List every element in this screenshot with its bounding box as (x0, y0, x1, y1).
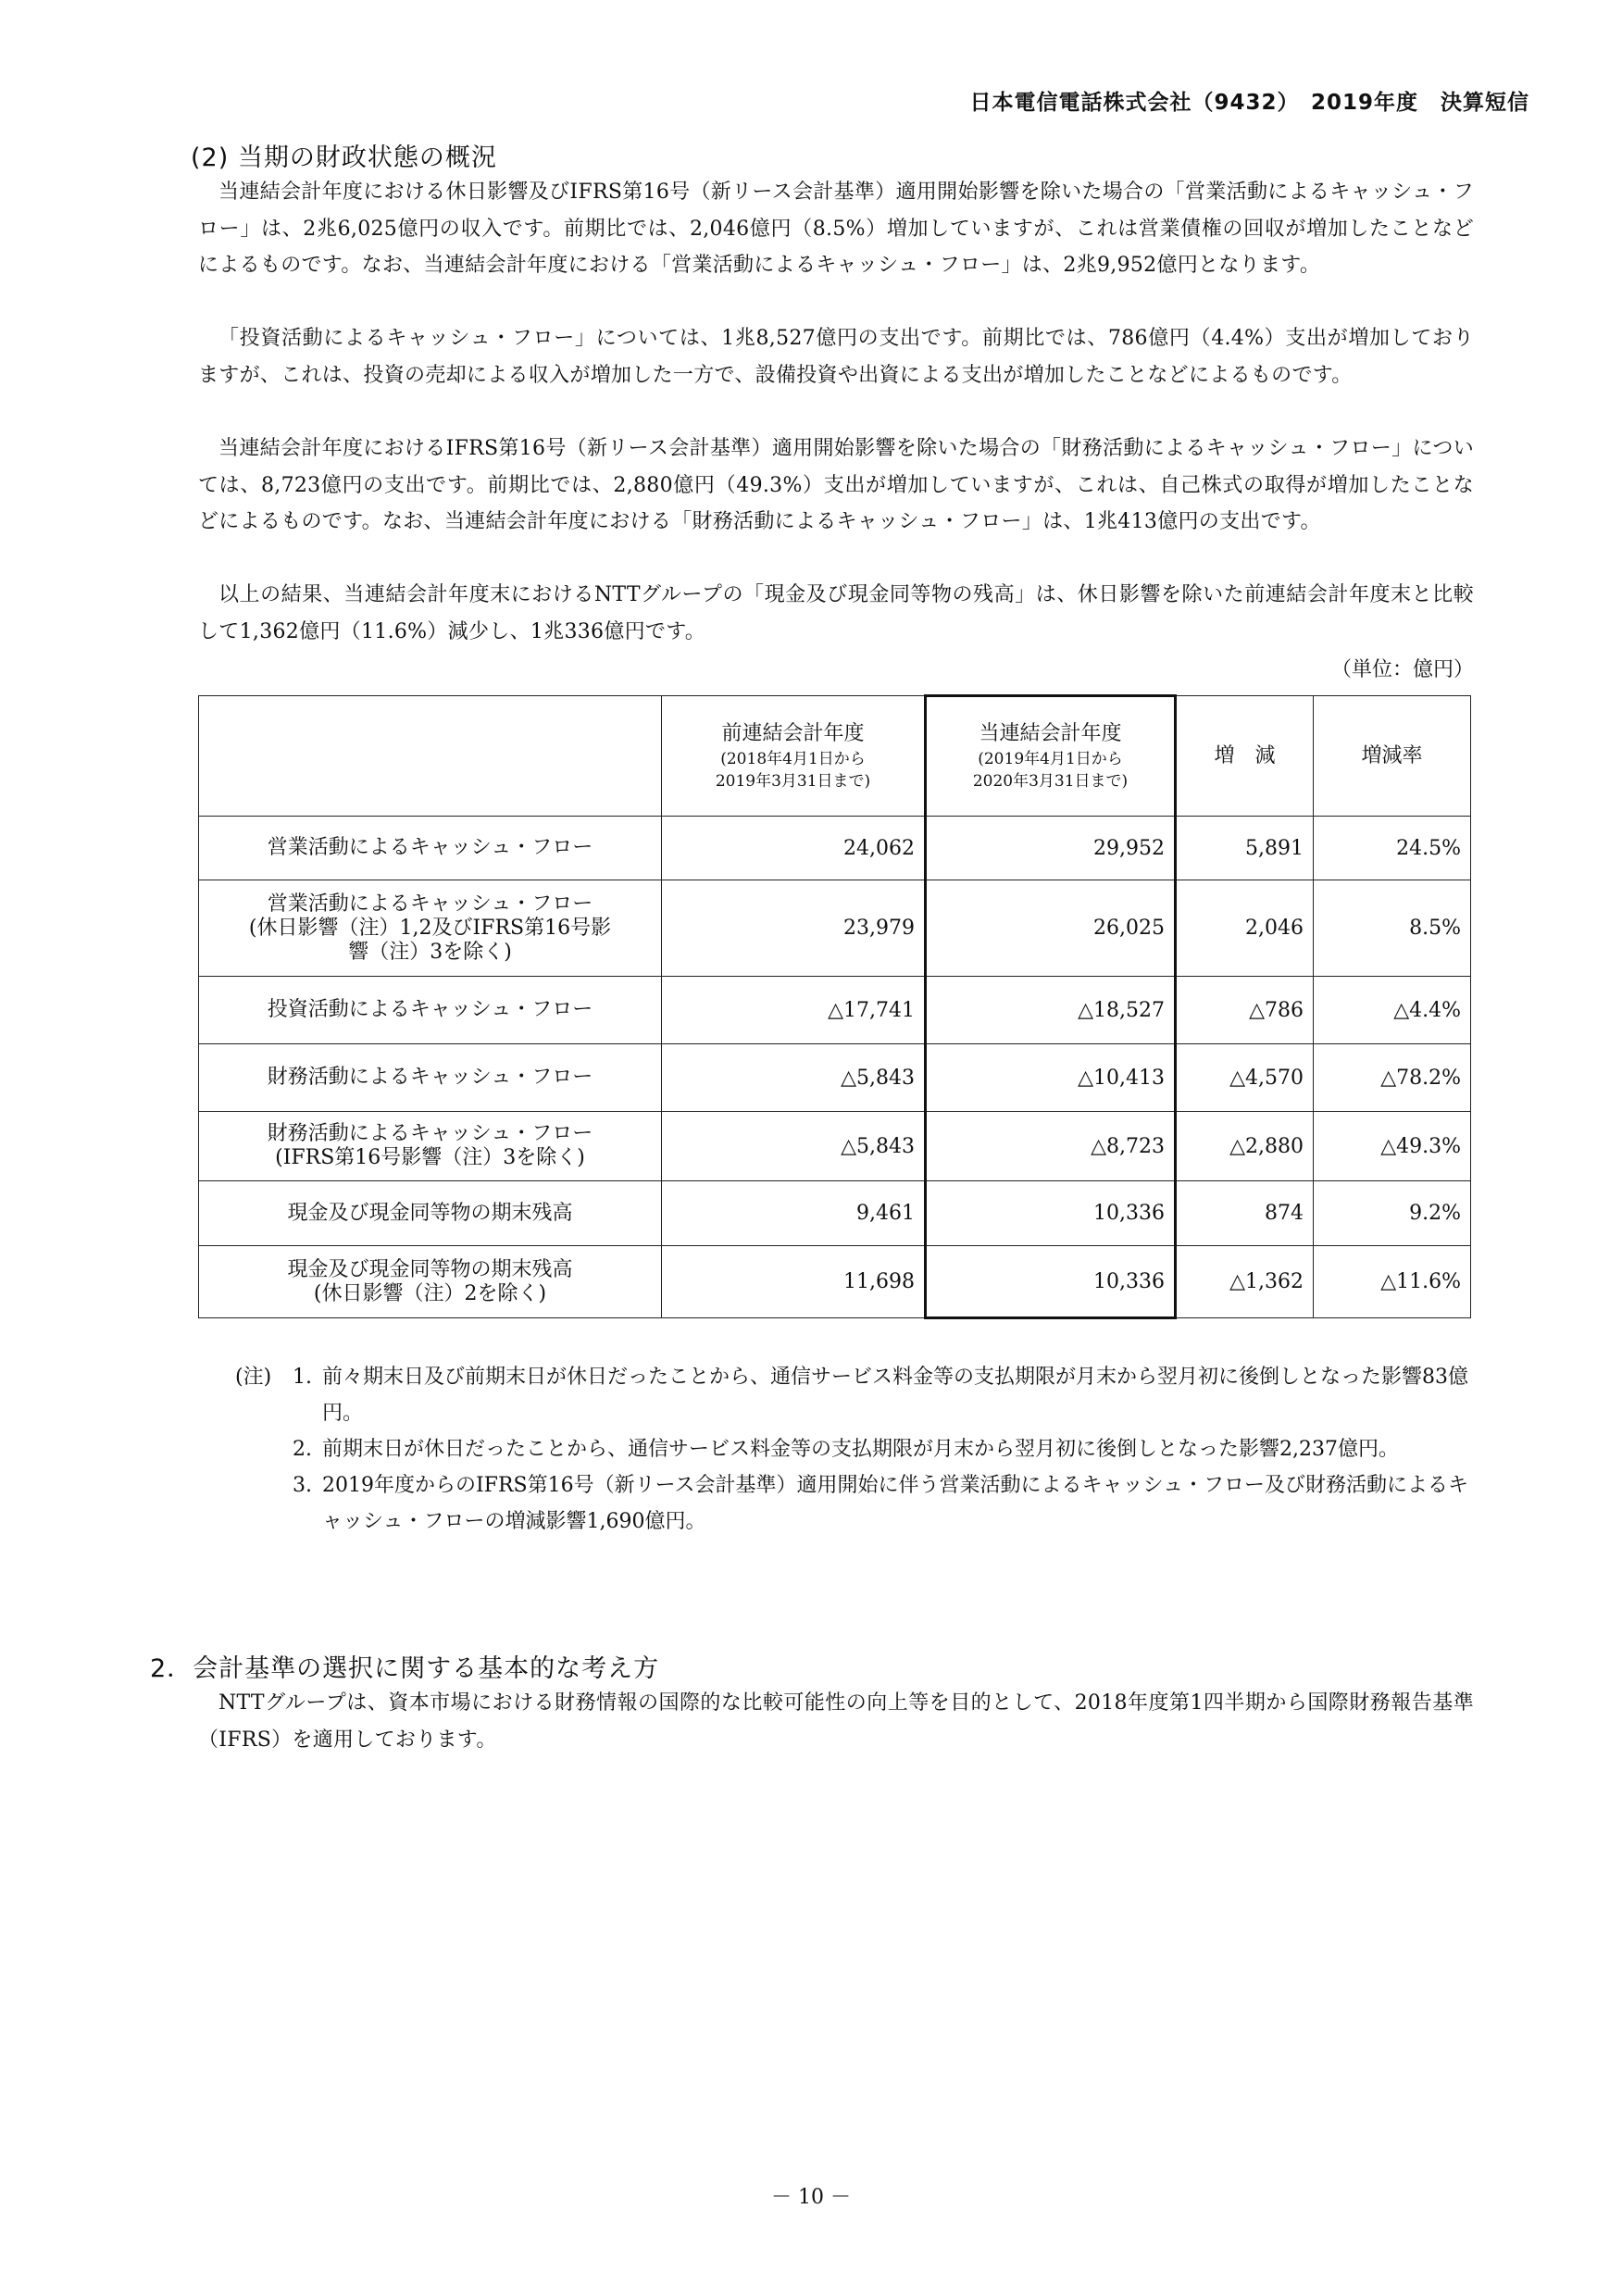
note-number: 3. (293, 1474, 312, 1497)
table-row (199, 1246, 1471, 1318)
note-item (235, 1467, 1476, 1540)
cell-current-year: 29,952 (926, 817, 1176, 880)
table-row (199, 817, 1471, 880)
table-row (199, 1044, 1471, 1112)
note-number: 1. (293, 1366, 312, 1389)
header-current-year: 当連結会計年度 (2019年4月1日から 2020年3月31日まで) (926, 696, 1176, 817)
cell-current-year: 10,336 (926, 1181, 1176, 1246)
note-text: 前々期末日及び前期末日が休日だったことから、通信サービス料金等の支払期限が月末から翌月初に後倒しとなった影響83億円。 (322, 1366, 1468, 1425)
unit-label: （単位：億円） (1330, 658, 1474, 681)
page-header: 日本電信電話株式会社（9432） 2019年度 決算短信 (969, 91, 1529, 115)
row-label: 財務活動によるキャッシュ・フロー (IFRS第16号影響（注）3を除く) (199, 1112, 662, 1181)
cell-prev-year: 11,698 (662, 1246, 926, 1318)
cell-current-year: △18,527 (926, 977, 1176, 1044)
row-label: 財務活動によるキャッシュ・フロー (199, 1044, 662, 1112)
cell-change-rate: △4.4% (1314, 977, 1471, 1044)
header-change: 増 減 (1176, 696, 1314, 817)
paragraph-operating-cf: 当連結会計年度における休日影響及びIFRS第16号（新リース会計基準）適用開始影響を除いた場合の「営業活動によるキャッシュ・フロー」は、2兆6,025億円の収入です。前期比では、2,046億円（8.5%）増加していますが、これは営業債権の回収が増加したことなどによるものです。なお、当連結会計年度における「営業活動によるキャッシュ・フロー」は、2兆9,952億円となります。 (198, 181, 1474, 277)
cell-change-rate: △78.2% (1314, 1044, 1471, 1112)
cell-change-rate: △11.6% (1314, 1246, 1471, 1318)
table-row (199, 1181, 1471, 1246)
section-heading-financial-position: (2) 当期の財政状態の概況 (191, 144, 497, 172)
paragraph-financing-cf: 当連結会計年度におけるIFRS第16号（新リース会計基準）適用開始影響を除いた場合の「財務活動によるキャッシュ・フロー」については、8,723億円の支出です。前期比では、2,880億円（49.3%）支出が増加していますが、これは、自己株式の取得が増加したことなどによるものです。なお、当連結会計年度における「財務活動によるキャッシュ・フロー」は、1兆413億円の支出です。 (198, 437, 1474, 533)
table-row (199, 1112, 1471, 1181)
cell-prev-year: 24,062 (662, 817, 926, 880)
page-number: － 10 － (771, 2186, 851, 2209)
row-label: 投資活動によるキャッシュ・フロー (199, 977, 662, 1044)
row-label: 営業活動によるキャッシュ・フロー (199, 817, 662, 880)
cell-prev-year: △5,843 (662, 1044, 926, 1112)
cell-change-rate: 8.5% (1314, 880, 1471, 977)
note-text: 前期末日が休日だったことから、通信サービス料金等の支払期限が月末から翌月初に後倒しとなった影響2,237億円。 (322, 1438, 1399, 1461)
cell-change: 2,046 (1176, 880, 1314, 977)
row-label: 現金及び現金同等物の期末残高 (休日影響（注）2を除く) (199, 1246, 662, 1318)
paragraph-cash-balance: 以上の結果、当連結会計年度末におけるNTTグループの「現金及び現金同等物の残高」は、休日影響を除いた前連結会計年度末と比較して1,362億円（11.6%）減少し、1兆336億円です。 (198, 583, 1474, 643)
row-label: 現金及び現金同等物の期末残高 (199, 1181, 662, 1246)
cell-prev-year: 23,979 (662, 880, 926, 977)
cell-change: △2,880 (1176, 1112, 1314, 1181)
cell-prev-year: 9,461 (662, 1181, 926, 1246)
note-item (235, 1359, 1476, 1431)
notes-heading: (注) (235, 1366, 272, 1389)
table-row (199, 880, 1471, 977)
cell-change-rate: 9.2% (1314, 1181, 1471, 1246)
cell-current-year: △10,413 (926, 1044, 1176, 1112)
header-change-rate: 増減率 (1314, 696, 1471, 817)
paragraph-investing-cf: 「投資活動によるキャッシュ・フロー」については、1兆8,527億円の支出です。前期比では、786億円（4.4%）支出が増加しておりますが、これは、投資の売却による収入が増加した一方で、設備投資や出資による支出が増加したことなどによるものです。 (198, 327, 1474, 387)
cell-current-year: △8,723 (926, 1112, 1176, 1181)
table-header-row (199, 696, 1471, 817)
header-prev-year: 前連結会計年度 (2018年4月1日から 2019年3月31日まで) (662, 696, 926, 817)
section-heading-accounting-standards: 2．会計基準の選択に関する基本的な考え方 (150, 1654, 660, 1683)
cell-current-year: 10,336 (926, 1246, 1176, 1318)
cell-change: 874 (1176, 1181, 1314, 1246)
note-text: 2019年度からのIFRS第16号（新リース会計基準）適用開始に伴う営業活動によるキャッシュ・フロー及び財務活動によるキャッシュ・フローの増減影響1,690億円。 (322, 1474, 1469, 1533)
table-row (199, 977, 1471, 1044)
header-blank-cell (199, 696, 662, 817)
cell-change: △786 (1176, 977, 1314, 1044)
cell-change-rate: 24.5% (1314, 817, 1471, 880)
cell-change-rate: △49.3% (1314, 1112, 1471, 1181)
cell-prev-year: △17,741 (662, 977, 926, 1044)
note-item (235, 1431, 1476, 1467)
cell-prev-year: △5,843 (662, 1112, 926, 1181)
paragraph-accounting-standards: NTTグループは、資本市場における財務情報の国際的な比較可能性の向上等を目的として、2018年度第1四半期から国際財務報告基準（IFRS）を適用しております。 (198, 1691, 1474, 1752)
cell-change: △1,362 (1176, 1246, 1314, 1318)
cash-flow-table (198, 694, 1471, 1319)
cell-current-year: 26,025 (926, 880, 1176, 977)
cell-change: 5,891 (1176, 817, 1314, 880)
cell-change: △4,570 (1176, 1044, 1314, 1112)
notes-list (235, 1359, 1476, 1540)
note-number: 2. (293, 1438, 312, 1461)
row-label: 営業活動によるキャッシュ・フロー (休日影響（注）1,2及びIFRS第16号影 響（注）3を除く) (199, 880, 662, 977)
